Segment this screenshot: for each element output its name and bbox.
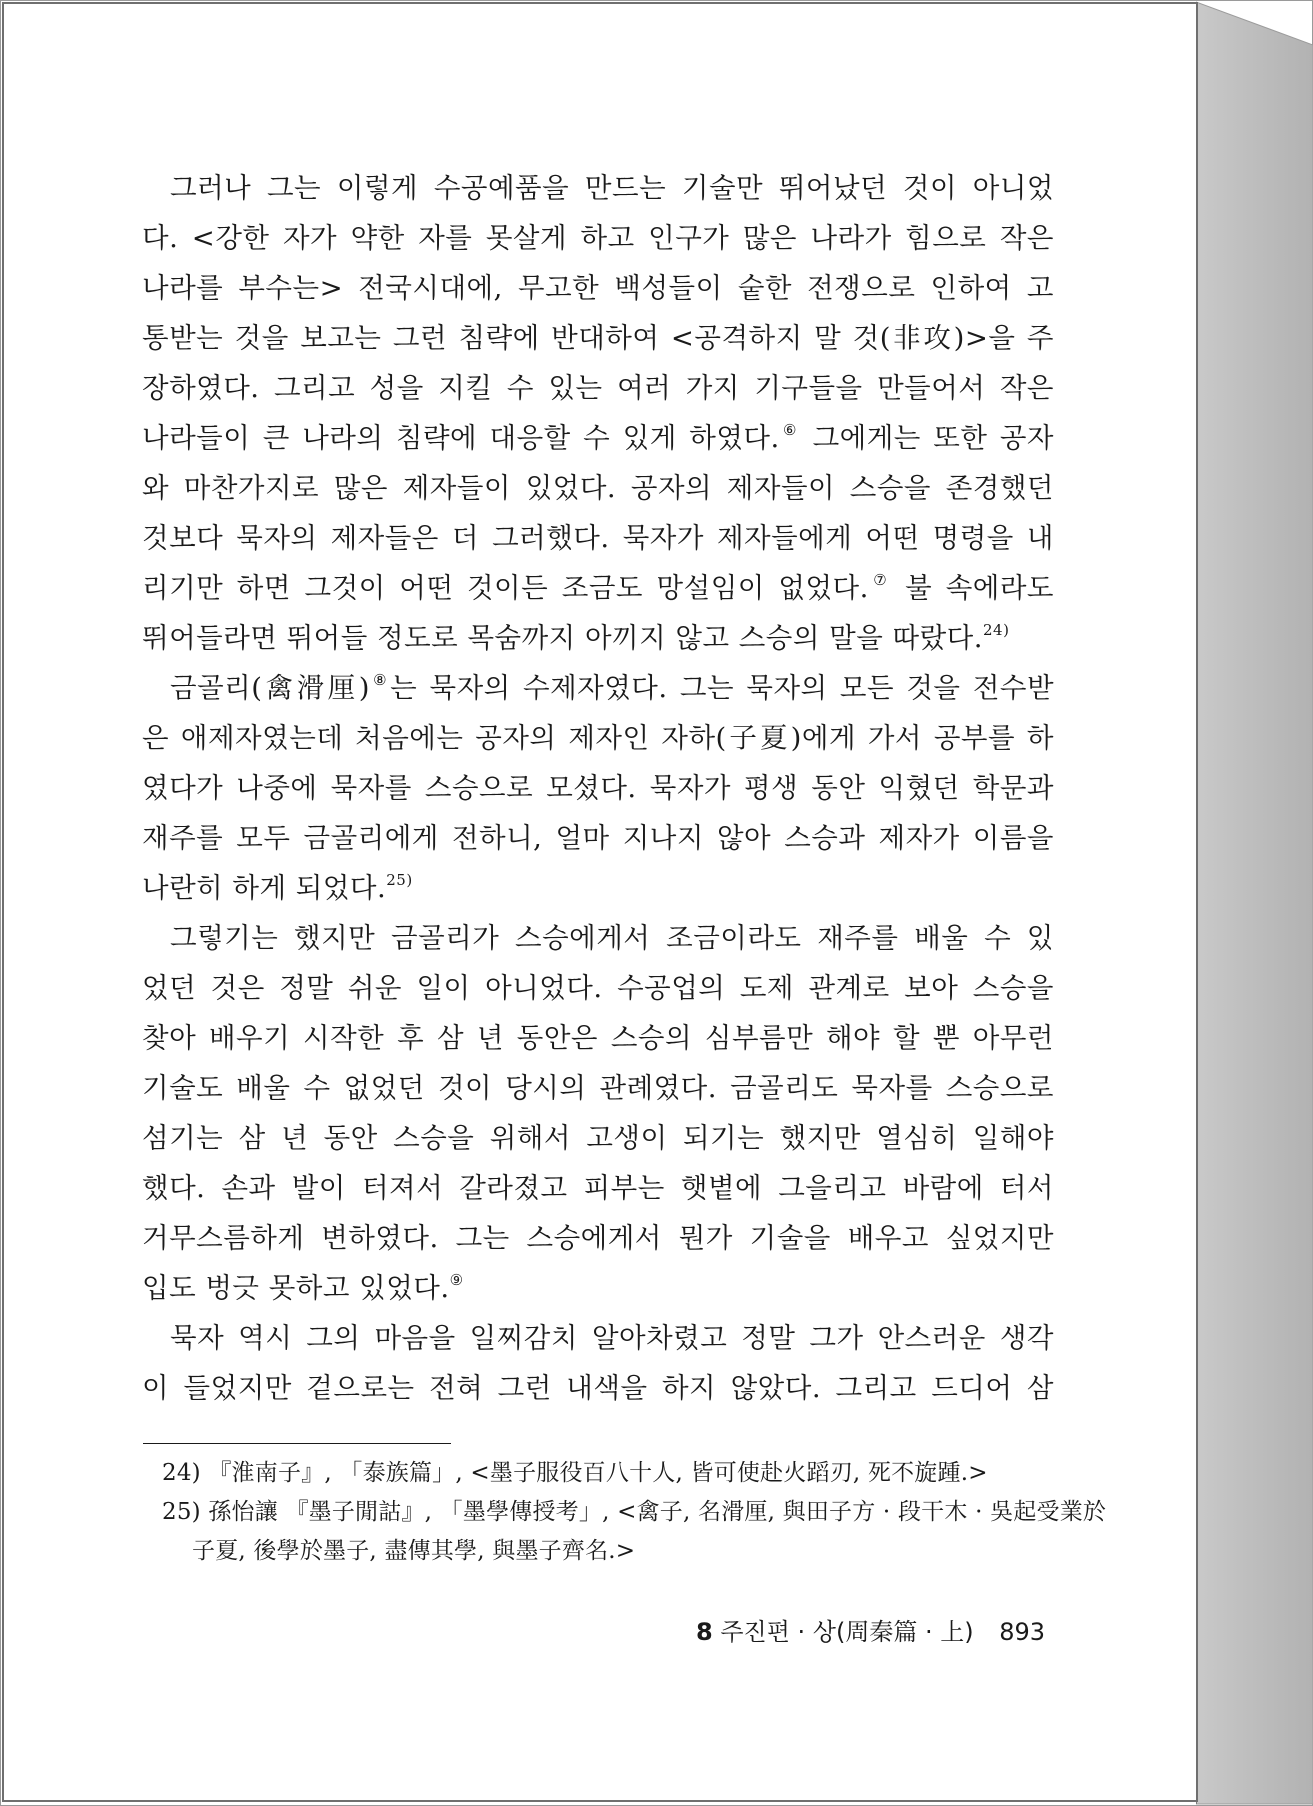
body-text [142, 163, 1054, 1413]
text-line [142, 1263, 1054, 1313]
footnote-24: 24) 『淮南子』, 「泰族篇」, <墨子服役百八十人, 皆可使赴火蹈刃, 死不旋踵.> [162, 1460, 988, 1486]
text-segment: 그에게는 또한 공자 [800, 422, 1054, 454]
text-line: 거무스름하게 변하였다. 그는 스승에게서 뭔가 기술을 배우고 싶었지만 [142, 1222, 1054, 1254]
text-line: 그러나 그는 이렇게 수공예품을 만드는 기술만 뛰어났던 것이 아니었 [170, 172, 1054, 204]
footnote-25-continued: 子夏, 後學於墨子, 盡傳其學, 與墨子齊名.> [192, 1538, 636, 1564]
footnote-marker: 25) [386, 871, 413, 889]
text-line: 묵자 역시 그의 마음을 일찌감치 알아차렸고 정말 그가 안스러운 생각 [170, 1322, 1054, 1354]
text-line: 그렇기는 했지만 금골리가 스승에게서 조금이라도 재주를 배울 수 있 [170, 922, 1054, 954]
text-line: 나라를 부수는> 전국시대에, 무고한 백성들이 숱한 전쟁으로 인하여 고 [142, 272, 1054, 304]
footnote-divider [143, 1443, 451, 1444]
text-line: 재주를 모두 금골리에게 전하니, 얼마 지나지 않아 스승과 제자가 이름을 [142, 822, 1055, 854]
endnote-marker: ⑨ [449, 1271, 464, 1289]
text-line: 장하였다. 그리고 성을 지킬 수 있는 여러 가지 기구들을 만들어서 작은 [142, 372, 1054, 404]
text-segment: 나라들이 큰 나라의 침략에 대응할 수 있게 하였다. [142, 422, 780, 454]
footnotes [162, 1454, 1107, 1571]
endnote-marker: ⑧ [370, 671, 391, 689]
text-line: 었던 것은 정말 쉬운 일이 아니었다. 수공업의 도제 관계로 보아 스승을 [142, 972, 1054, 1004]
text-line [142, 563, 1054, 613]
chapter-title: 주진편 · 상(周秦篇 · 上) [720, 1618, 974, 1646]
endnote-marker: ⑥ [779, 421, 801, 439]
text-line: 였다가 나중에 묵자를 스승으로 모셨다. 묵자가 평생 동안 익혔던 학문과 [142, 772, 1055, 804]
text-line: 와 마찬가지로 많은 제자들이 있었다. 공자의 제자들이 스승을 존경했던 [142, 472, 1054, 504]
text-segment: 리기만 하면 그것이 어떤 것이든 조금도 망설임이 없었다. [142, 572, 869, 604]
book-spine-edge [1196, 0, 1313, 1806]
text-line [142, 663, 1054, 713]
text-segment: 입도 벙긋 못하고 있었다. [142, 1272, 450, 1304]
text-segment: 는 묵자의 수제자였다. 그는 묵자의 모든 것을 전수받 [390, 672, 1055, 704]
text-line: 통받는 것을 보고는 그런 침략에 반대하여 <공격하지 말 것(非攻)>을 주 [142, 322, 1054, 354]
text-line: 찾아 배우기 시작한 후 삼 년 동안은 스승의 심부름만 해야 할 뿐 아무런 [142, 1022, 1054, 1054]
footnote-25: 25) 孫怡讓 『墨子閒詁』, 「墨學傳授考」, <禽子, 名滑厘, 與田子方 · 段干木 · 吳起受業於 [162, 1499, 1107, 1525]
text-line [142, 413, 1054, 463]
text-line [142, 613, 1054, 663]
text-line: 이 들었지만 겉으로는 전혀 그런 내색을 하지 않았다. 그리고 드디어 삼 [142, 1372, 1054, 1404]
endnote-marker: ⑦ [868, 571, 892, 589]
text-segment: 불 속에라도 [891, 572, 1054, 604]
text-line: 했다. 손과 발이 터져서 갈라졌고 피부는 햇볕에 그을리고 바람에 터서 [142, 1172, 1054, 1204]
text-line: 섬기는 삼 년 동안 스승을 위해서 고생이 되기는 했지만 열심히 일해야 [142, 1122, 1054, 1154]
text-segment: 뛰어들라면 뛰어들 정도로 목숨까지 아끼지 않고 스승의 말을 따랐다. [142, 622, 983, 654]
text-line: 기술도 배울 수 없었던 것이 당시의 관례였다. 금골리도 묵자를 스승으로 [142, 1072, 1054, 1104]
text-line [142, 863, 1054, 913]
running-footer [696, 1612, 1046, 1647]
text-segment: 나란히 하게 되었다. [142, 872, 387, 904]
text-line: 것보다 묵자의 제자들은 더 그러했다. 묵자가 제자들에게 어떤 명령을 내 [142, 522, 1054, 554]
text-segment: 금골리(禽滑厘) [170, 672, 370, 704]
chapter-number: 8 [696, 1618, 713, 1646]
text-line: 다. <강한 자가 약한 자를 못살게 하고 인구가 많은 나라가 힘으로 작은 [142, 222, 1054, 254]
text-line: 은 애제자였는데 처음에는 공자의 제자인 자하(子夏)에게 가서 공부를 하 [142, 722, 1054, 754]
footnote-marker: 24) [983, 621, 1010, 639]
page-number: 893 [999, 1618, 1046, 1646]
